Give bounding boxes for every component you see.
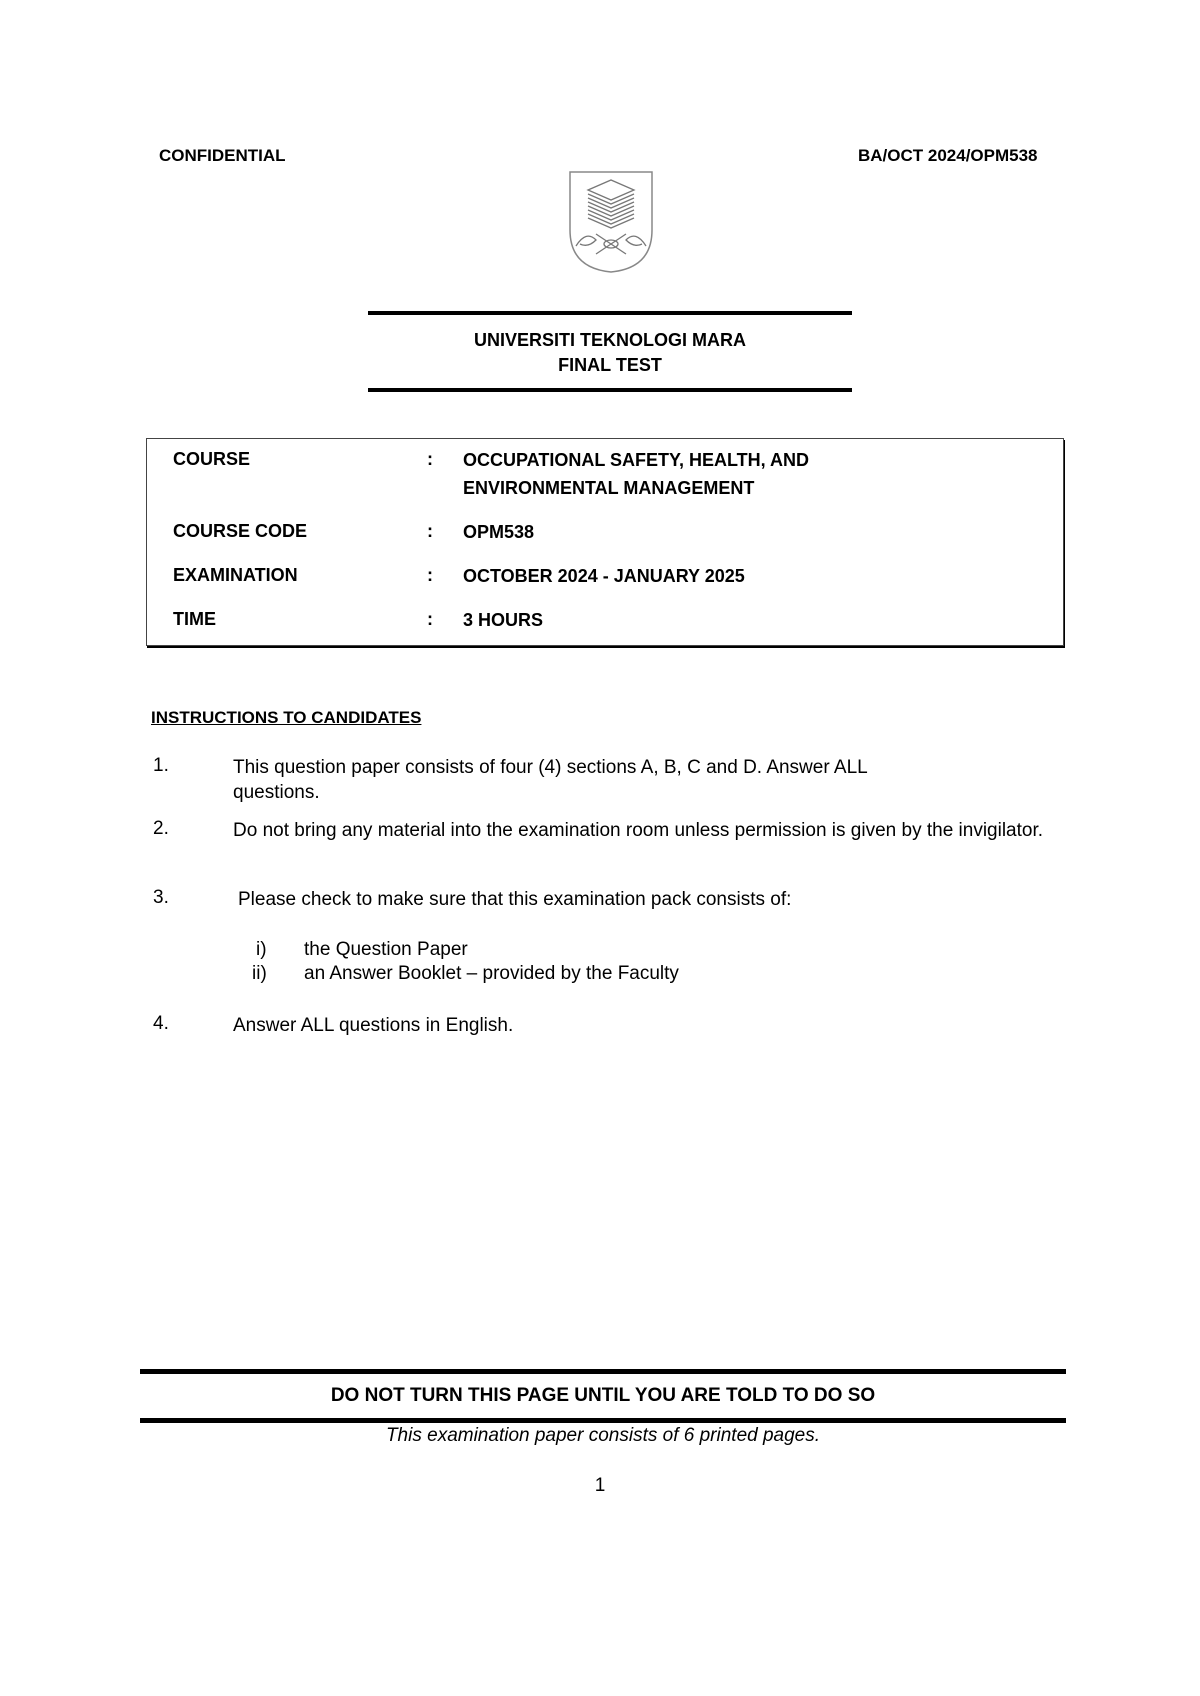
subitem-number: ii): [252, 963, 267, 984]
do-not-turn-warning: DO NOT TURN THIS PAGE UNTIL YOU ARE TOLD TO DO SO: [330, 1385, 876, 1406]
course-code-value: OPM538: [463, 522, 535, 542]
item-text-continued: questions.: [233, 782, 320, 803]
time-label: TIME: [173, 609, 216, 629]
footer-bottom-rule: [140, 1418, 1066, 1423]
test-type: FINAL TEST: [558, 355, 662, 375]
course-value-line2: ENVIRONMENTAL MANAGEMENT: [463, 478, 755, 498]
course-label: COURSE: [173, 449, 251, 469]
title-top-rule: [368, 311, 852, 315]
colon: :: [427, 609, 433, 629]
course-info-box: [146, 438, 1064, 646]
item-number: 2.: [153, 818, 169, 839]
item-text: This question paper consists of four (4) sections A, B, C and D. Answer ALL: [233, 757, 868, 778]
confidential-label: CONFIDENTIAL: [159, 146, 286, 165]
course-value-line1: OCCUPATIONAL SAFETY, HEALTH, AND: [463, 450, 809, 470]
examination-value: OCTOBER 2024 - JANUARY 2025: [463, 566, 745, 586]
item-text: Answer ALL questions in English.: [233, 1015, 514, 1036]
item-number: 4.: [153, 1013, 169, 1034]
title-bottom-rule: [368, 388, 852, 392]
colon: :: [427, 521, 433, 541]
item-text: Please check to make sure that this examination pack consists of:: [238, 889, 792, 910]
university-name: UNIVERSITI TEKNOLOGI MARA: [473, 330, 746, 350]
paper-reference: BA/OCT 2024/OPM538: [858, 146, 1038, 165]
item-number: 1.: [153, 755, 169, 776]
subitem-number: i): [256, 939, 267, 960]
subitem-answer-booklet: an Answer Booklet – provided by the Faculty: [304, 963, 679, 984]
item-text: Do not bring any material into the examination room unless permission is given by the invigilator.: [233, 820, 1044, 841]
time-value: 3 HOURS: [463, 610, 544, 630]
instructions-title: INSTRUCTIONS TO CANDIDATES: [151, 708, 422, 727]
university-crest-icon: [566, 168, 656, 274]
footer-top-rule: [140, 1369, 1066, 1374]
course-code-label: COURSE CODE: [173, 521, 308, 541]
item-number: 3.: [153, 887, 169, 908]
examination-label: EXAMINATION: [173, 565, 298, 585]
subitem-question-paper: the Question Paper: [304, 939, 468, 960]
colon: :: [427, 565, 433, 585]
colon: :: [427, 449, 433, 469]
page-count-note: This examination paper consists of 6 printed pages.: [385, 1425, 821, 1446]
page-number: 1: [594, 1475, 606, 1496]
